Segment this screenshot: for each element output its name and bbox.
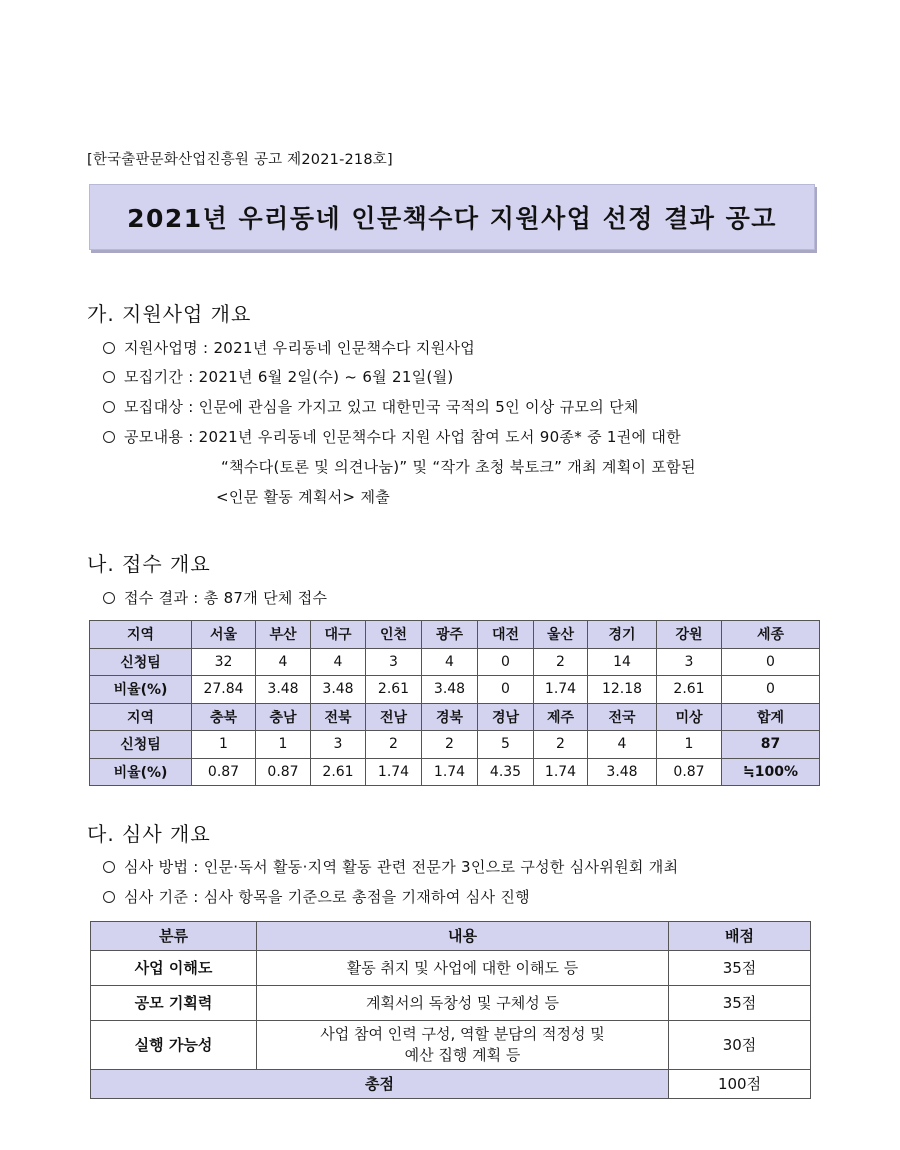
table-cell: 4: [422, 648, 478, 676]
region-cell: 세종: [722, 621, 820, 649]
table-cell: 3: [311, 731, 366, 759]
table-cell: 4: [311, 648, 366, 676]
content-cell: 활동 취지 및 사업에 대한 이해도 등: [257, 951, 669, 986]
table-cell: 0.87: [657, 758, 722, 786]
list-item: [103, 856, 678, 877]
region-cell: 울산: [534, 621, 588, 649]
content-cell: [257, 1021, 669, 1070]
table-cell: 3.48: [311, 676, 366, 704]
list-item-text: 접수 결과 : 총 87개 단체 접수: [124, 589, 328, 607]
category-cell: 공모 기획력: [91, 986, 257, 1021]
table-cell: 1.74: [534, 758, 588, 786]
row-label: 지역: [90, 621, 192, 649]
list-item-continuation: “책수다(토론 및 의견나눔)” 및 “작가 초청 북토크” 개최 계획이 포함된: [221, 458, 696, 476]
list-item-text: 심사 기준 : 심사 항목을 기준으로 총점을 기재하여 심사 진행: [124, 888, 530, 906]
table-row: [90, 676, 820, 704]
region-cell: 충남: [256, 703, 311, 731]
list-item: [103, 426, 681, 447]
region-cell: 강원: [657, 621, 722, 649]
score-cell: 35점: [669, 986, 811, 1021]
category-cell: 사업 이해도: [91, 951, 257, 986]
table-cell: 2: [534, 648, 588, 676]
list-item-text: 모집기간 : 2021년 6월 2일(수) ~ 6월 21일(월): [124, 368, 454, 386]
title-box: [89, 184, 815, 250]
table-cell: 0.87: [256, 758, 311, 786]
region-cell: 대전: [478, 621, 534, 649]
region-cell: 전북: [311, 703, 366, 731]
table-cell: 5: [478, 731, 534, 759]
table-cell: 3.48: [588, 758, 657, 786]
region-cell: 경남: [478, 703, 534, 731]
region-cell: 전남: [366, 703, 422, 731]
table-row: [91, 922, 811, 951]
region-cell: 부산: [256, 621, 311, 649]
list-item: [103, 366, 454, 387]
list-item-text: 심사 방법 : 인문·독서 활동·지역 활동 관련 전문가 3인으로 구성한 심사위원회 개최: [124, 858, 679, 876]
table-row: [90, 731, 820, 759]
content-cell: 계획서의 독창성 및 구체성 등: [257, 986, 669, 1021]
header-score: 배점: [669, 922, 811, 951]
total-label: 총점: [91, 1070, 669, 1099]
list-item: [103, 587, 327, 608]
table-cell: 1: [256, 731, 311, 759]
table-cell: 4: [256, 648, 311, 676]
notice-number: [한국출판문화산업진흥원 공고 제2021-218호]: [87, 152, 393, 168]
row-label: 지역: [90, 703, 192, 731]
content-line: 사업 참여 인력 구성, 역할 분담의 적정성 및: [320, 1025, 605, 1043]
table-row: [90, 648, 820, 676]
list-item: [103, 396, 639, 417]
table-cell: 3: [366, 648, 422, 676]
table-cell: 32: [192, 648, 256, 676]
region-cell: 서울: [192, 621, 256, 649]
list-item-text: 공모내용 : 2021년 우리동네 인문책수다 지원 사업 참여 도서 90종* 중 1권에 대한: [124, 428, 681, 446]
region-cell: 경북: [422, 703, 478, 731]
table-cell: 1.74: [534, 676, 588, 704]
row-label: 신청팀: [90, 731, 192, 759]
application-table: [89, 620, 820, 786]
total-score: 100점: [669, 1070, 811, 1099]
row-label: 신청팀: [90, 648, 192, 676]
region-cell: 제주: [534, 703, 588, 731]
table-row: [90, 703, 820, 731]
table-cell: 0: [722, 676, 820, 704]
region-cell: 전국: [588, 703, 657, 731]
region-cell: 미상: [657, 703, 722, 731]
table-cell: 3: [657, 648, 722, 676]
table-cell: 3.48: [256, 676, 311, 704]
table-cell: 2: [534, 731, 588, 759]
table-cell: 12.18: [588, 676, 657, 704]
list-item-text: 지원사업명 : 2021년 우리동네 인문책수다 지원사업: [124, 339, 476, 357]
content-line: 예산 집행 계획 등: [404, 1046, 521, 1064]
table-cell: 2.61: [311, 758, 366, 786]
circle-bullet-icon: [103, 342, 115, 354]
table-cell: 2.61: [657, 676, 722, 704]
category-cell: 실행 가능성: [91, 1021, 257, 1070]
table-cell: 2: [422, 731, 478, 759]
table-cell: 3.48: [422, 676, 478, 704]
circle-bullet-icon: [103, 891, 115, 903]
table-cell: 27.84: [192, 676, 256, 704]
score-cell: 35점: [669, 951, 811, 986]
list-item: [103, 886, 530, 907]
table-cell: 1: [657, 731, 722, 759]
table-cell: 2: [366, 731, 422, 759]
table-cell: 0: [478, 676, 534, 704]
total-cell: ≒100%: [722, 758, 820, 786]
list-item-text: 모집대상 : 인문에 관심을 가지고 있고 대한민국 국적의 5인 이상 규모의 단체: [124, 398, 639, 416]
table-cell: 1.74: [366, 758, 422, 786]
region-cell: 인천: [366, 621, 422, 649]
table-row: [90, 621, 820, 649]
list-item: [103, 337, 475, 358]
section-a-heading: 가. 지원사업 개요: [87, 302, 252, 326]
region-cell: 충북: [192, 703, 256, 731]
row-label: 비율(%): [90, 758, 192, 786]
total-header-cell: 합계: [722, 703, 820, 731]
table-cell: 0: [722, 648, 820, 676]
region-cell: 대구: [311, 621, 366, 649]
section-c-heading: 다. 심사 개요: [87, 822, 211, 846]
review-criteria-table: [90, 921, 811, 1099]
page-title: 2021년 우리동네 인문책수다 지원사업 선정 결과 공고: [127, 204, 777, 233]
table-row: [91, 1021, 811, 1070]
header-content: 내용: [257, 922, 669, 951]
total-cell: 87: [722, 731, 820, 759]
table-row: [91, 1070, 811, 1099]
list-item-continuation: <인문 활동 계획서> 제출: [216, 488, 391, 506]
circle-bullet-icon: [103, 401, 115, 413]
circle-bullet-icon: [103, 592, 115, 604]
table-cell: 1: [192, 731, 256, 759]
region-cell: 경기: [588, 621, 657, 649]
circle-bullet-icon: [103, 431, 115, 443]
header-category: 분류: [91, 922, 257, 951]
table-cell: 0: [478, 648, 534, 676]
table-row: [91, 986, 811, 1021]
score-cell: 30점: [669, 1021, 811, 1070]
row-label: 비율(%): [90, 676, 192, 704]
table-cell: 2.61: [366, 676, 422, 704]
region-cell: 광주: [422, 621, 478, 649]
table-row: [91, 951, 811, 986]
table-cell: 4: [588, 731, 657, 759]
table-row: [90, 758, 820, 786]
table-cell: 14: [588, 648, 657, 676]
circle-bullet-icon: [103, 861, 115, 873]
table-cell: 1.74: [422, 758, 478, 786]
circle-bullet-icon: [103, 371, 115, 383]
table-cell: 0.87: [192, 758, 256, 786]
section-b-heading: 나. 접수 개요: [87, 552, 211, 576]
table-cell: 4.35: [478, 758, 534, 786]
